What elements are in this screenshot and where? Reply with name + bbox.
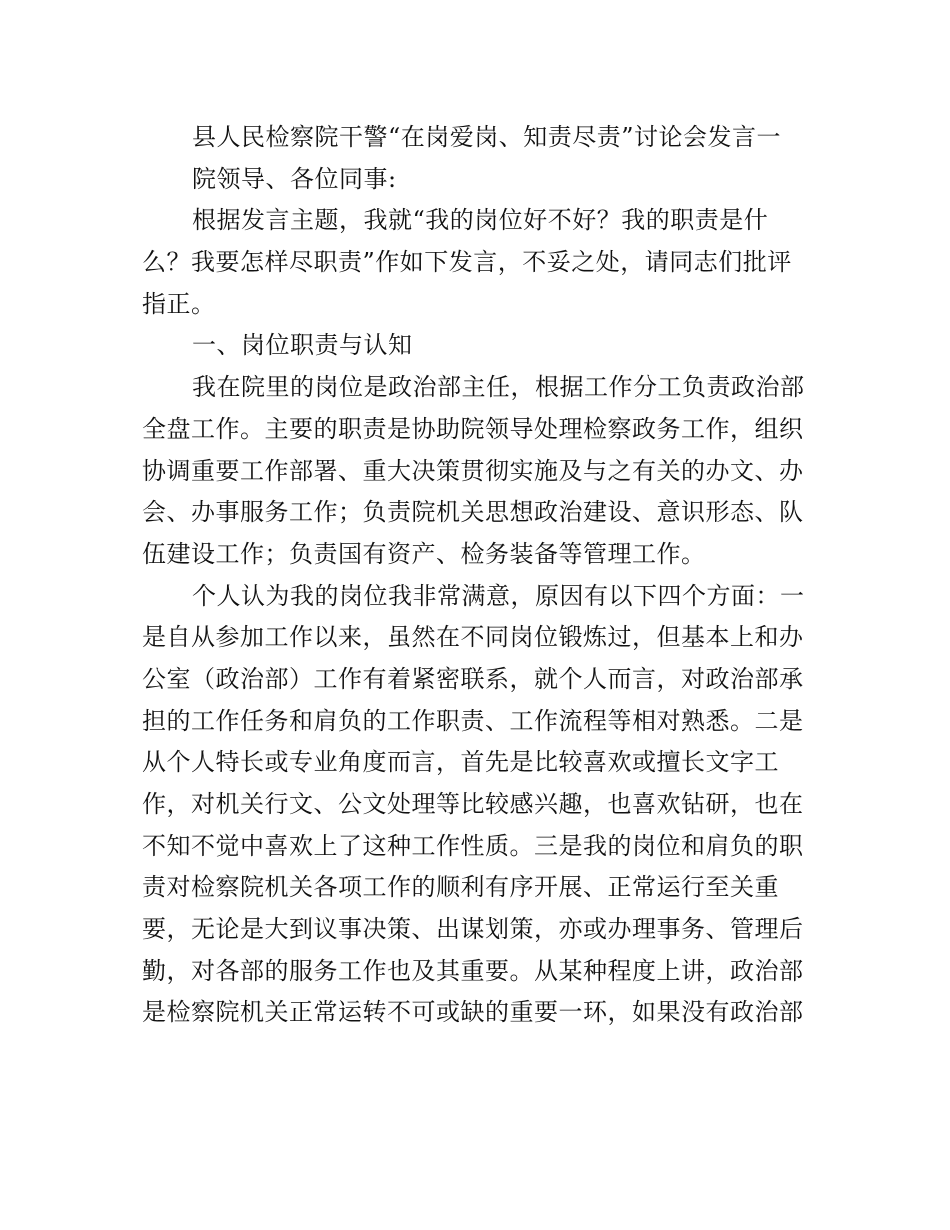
paragraph-line: 勤，对各部的服务工作也及其重要。从某种程度上讲，政治部 (142, 956, 804, 985)
paragraph-line: 要，无论是大到议事决策、出谋划策，亦或办理事务、管理后 (142, 915, 804, 944)
paragraph-line: 作，对机关行文、公文处理等比较感兴趣，也喜欢钻研，也在 (142, 790, 804, 818)
paragraph-line: 指正。 (142, 289, 216, 318)
paragraph-line: 担的工作任务和肩负的工作职责、工作流程等相对熟悉。二是 (142, 706, 804, 735)
paragraph-line: 会、办事服务工作；负责院机关思想政治建设、意识形态、队 (142, 498, 804, 527)
paragraph-line: 我在院里的岗位是政治部主任，根据工作分工负责政治部 (192, 373, 805, 402)
document-body (142, 117, 810, 1034)
paragraph-line: 是检察院机关正常运转不可或缺的重要一环，如果没有政治部 (142, 998, 804, 1027)
section-heading-text: 一、岗位职责与认知 (192, 331, 413, 360)
paragraph-line: 么？我要怎样尽职责”作如下发言，不妥之处，请同志们批评 (142, 248, 792, 277)
paragraph-line: 协调重要工作部署、重大决策贯彻实施及与之有关的办文、办 (142, 456, 804, 485)
paragraph-line: 个人认为我的岗位我非常满意，原因有以下四个方面：一 (192, 581, 805, 610)
paragraph-line: 伍建设工作；负责国有资产、检务装备等管理工作。 (142, 539, 706, 568)
paragraph-line: 根据发言主题，我就“我的岗位好不好？我的职责是什 (192, 206, 769, 235)
paragraph-line: 公室（政治部）工作有着紧密联系，就个人而言，对政治部承 (142, 664, 804, 693)
salutation: 院领导、各位同事: (192, 164, 397, 193)
paragraph-line: 不知不觉中喜欢上了这种工作性质。三是我的岗位和肩负的职 (142, 831, 804, 860)
paragraph-reasons (142, 576, 810, 1035)
paragraph-intro (142, 200, 810, 325)
document-title-line: 县人民检察院干警“在岗爱岗、知责尽责”讨论会发言一 (192, 123, 782, 151)
paragraph-line: 责对检察院机关各项工作的顺利有序开展、正常运行至关重 (142, 873, 779, 902)
section-heading (142, 325, 810, 367)
paragraph-duties (142, 367, 810, 575)
paragraph-line: 从个人特长或专业角度而言，首先是比较喜欢或擅长文字工 (142, 748, 779, 777)
paragraph-line: 全盘工作。主要的职责是协助院领导处理检察政务工作，组织 (142, 414, 804, 443)
paragraph-line: 是自从参加工作以来，虽然在不同岗位锻炼过，但基本上和办 (142, 623, 804, 652)
